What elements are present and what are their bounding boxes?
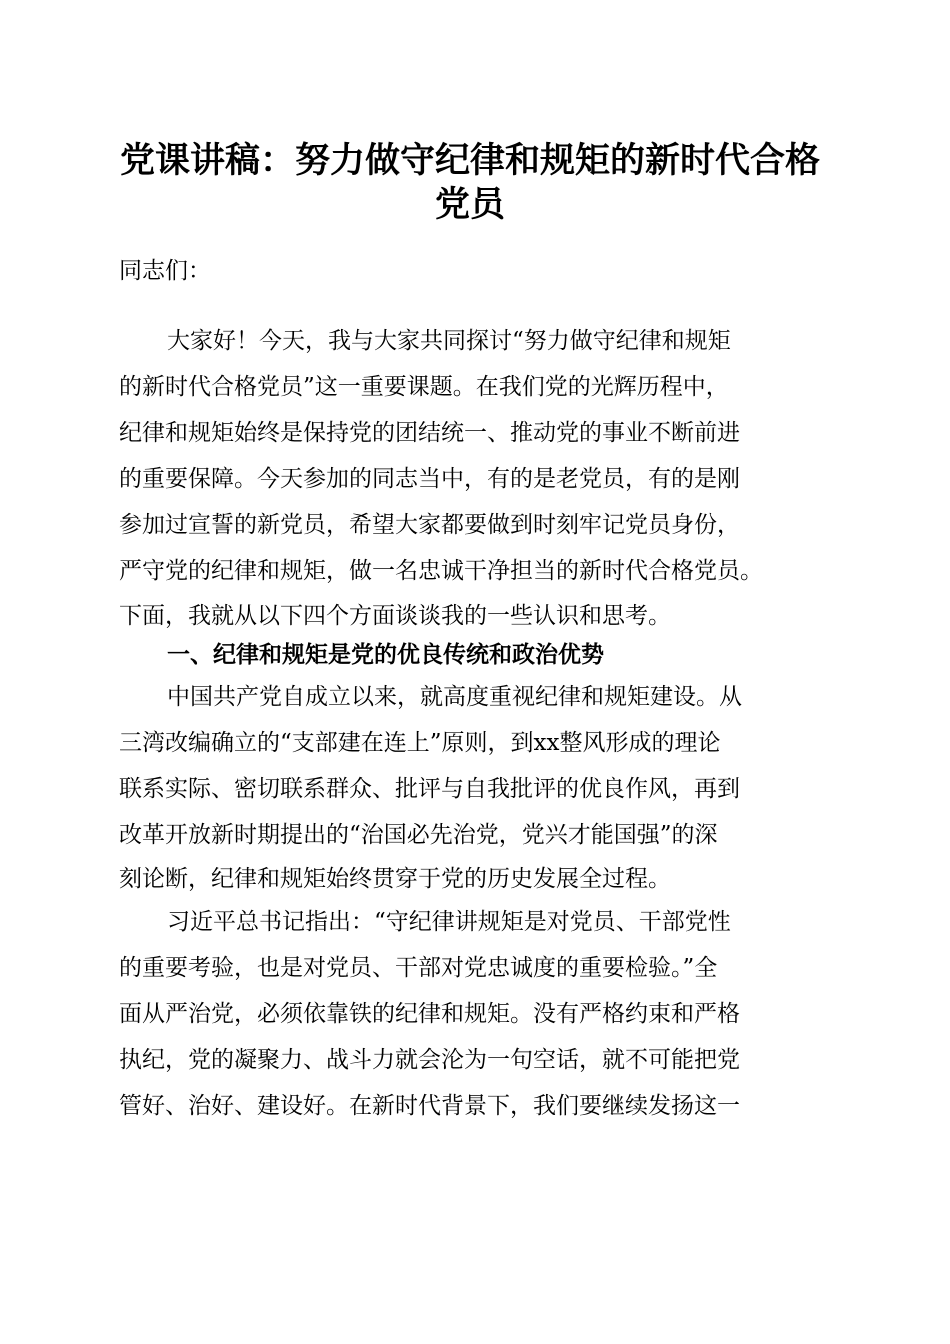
section1-p1-line: 改革开放新时期提出的“治国必先治党，党兴才能国强”的深 xyxy=(119,822,718,848)
document-title-line-2: 党员 xyxy=(434,185,505,225)
section1-p1-line: 中国共产党自成立以来，就高度重视纪律和规矩建设。从 xyxy=(167,684,742,710)
section1-p2-line: 管好、治好、建设好。在新时代背景下，我们要继续发扬这一 xyxy=(119,1093,740,1119)
intro-line: 纪律和规矩始终是保持党的团结统一、推动党的事业不断前进 xyxy=(119,420,740,446)
intro-line: 的新时代合格党员”这一重要课题。在我们党的光辉历程中， xyxy=(119,374,729,400)
document-title-line-1: 党课讲稿：努力做守纪律和规矩的新时代合格 xyxy=(119,141,820,181)
salutation: 同志们： xyxy=(119,258,211,284)
intro-line: 下面，我就从以下四个方面谈谈我的一些认识和思考。 xyxy=(119,603,671,629)
section-heading: 一、纪律和规矩是党的优良传统和政治优势 xyxy=(167,642,604,668)
section1-p2-line: 的重要考验，也是对党员、干部对党忠诚度的重要检验。”全 xyxy=(119,955,718,981)
intro-line: 严守党的纪律和规矩，做一名忠诚干净担当的新时代合格党员。 xyxy=(119,558,763,584)
section1-p1-line: 联系实际、密切联系群众、批评与自我批评的优良作风，再到 xyxy=(119,776,740,802)
section1-p1-line: 刻论断，纪律和规矩始终贯穿于党的历史发展全过程。 xyxy=(119,866,671,892)
intro-line: 大家好！今天，我与大家共同探讨“努力做守纪律和规矩 xyxy=(167,328,731,354)
section1-p1-line: 三湾改编确立的“支部建在连上”原则，到xx整风形成的理论 xyxy=(119,730,721,756)
section1-p2-line: 习近平总书记指出：“守纪律讲规矩是对党员、干部党性 xyxy=(167,909,731,935)
intro-line: 参加过宣誓的新党员，希望大家都要做到时刻牢记党员身份， xyxy=(119,512,740,538)
section1-p2-line: 面从严治党，必须依靠铁的纪律和规矩。没有严格约束和严格 xyxy=(119,1001,740,1027)
section1-p2-line: 执纪，党的凝聚力、战斗力就会沦为一句空话，就不可能把党 xyxy=(119,1047,740,1073)
intro-line: 的重要保障。今天参加的同志当中，有的是老党员，有的是刚 xyxy=(119,466,740,492)
